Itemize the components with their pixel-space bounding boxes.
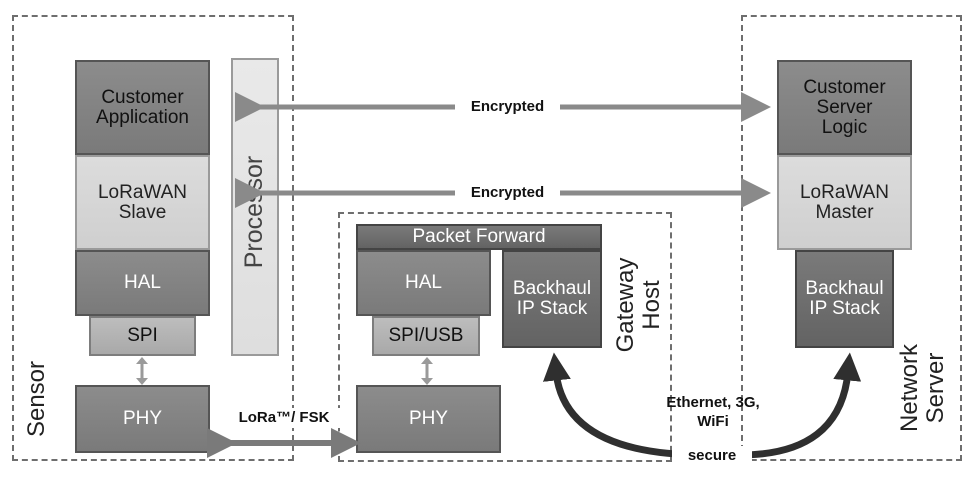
customer-application-line-2: Application <box>96 106 189 128</box>
customer-server-logic-line-1: Customer <box>803 76 886 98</box>
lorawan-slave-line-1: LoRaWAN <box>97 181 188 203</box>
backhaul-media-line-1: Ethernet, 3G, <box>666 394 760 411</box>
lorawan-slave-line-2: Slave <box>118 201 167 223</box>
customer-application-line-1: Customer <box>101 86 184 108</box>
encrypted-mac-label: Encrypted <box>455 183 560 203</box>
gateway-backhaul-line-1: Backhaul <box>512 278 592 299</box>
gateway-host-label-line-1: Gateway <box>612 257 639 353</box>
gateway-spi-phy-connector <box>421 357 433 385</box>
packet-forward-block: Packet Forward <box>356 224 602 250</box>
customer-server-logic-line-2: Server <box>816 96 873 118</box>
gateway-host-label-line-2: Host <box>638 280 665 330</box>
lorawan-master-line-2: Master <box>815 201 874 223</box>
backhaul-media-label <box>648 393 778 433</box>
encrypted-app-label: Encrypted <box>455 97 560 117</box>
server-backhaul-line-1: Backhaul <box>805 278 884 299</box>
gateway-backhaul-line-2: IP Stack <box>516 298 588 319</box>
gateway-phy-block: PHY <box>356 385 501 453</box>
lorawan-master-line-1: LoRaWAN <box>799 181 890 203</box>
customer-server-logic-line-3: Logic <box>821 116 868 138</box>
sensor-label: Sensor <box>23 360 50 438</box>
sensor-hal-block: HAL <box>75 250 210 316</box>
gateway-spi-usb-block: SPI/USB <box>372 316 480 356</box>
network-server-label-line-2: Server <box>922 352 949 424</box>
sensor-spi-block: SPI <box>89 316 196 356</box>
server-backhaul-line-2: IP Stack <box>809 298 880 319</box>
lora-fsk-label: LoRa™/ FSK <box>226 408 342 428</box>
sensor-spi-phy-connector <box>136 357 148 385</box>
sensor-phy-block: PHY <box>75 385 210 453</box>
network-server-label-line-1: Network <box>896 343 923 433</box>
gateway-hal-block: HAL <box>356 250 491 316</box>
backhaul-media-line-2: WiFi <box>697 413 729 430</box>
processor-label: Processor <box>240 155 268 269</box>
secure-label: secure <box>672 446 752 466</box>
